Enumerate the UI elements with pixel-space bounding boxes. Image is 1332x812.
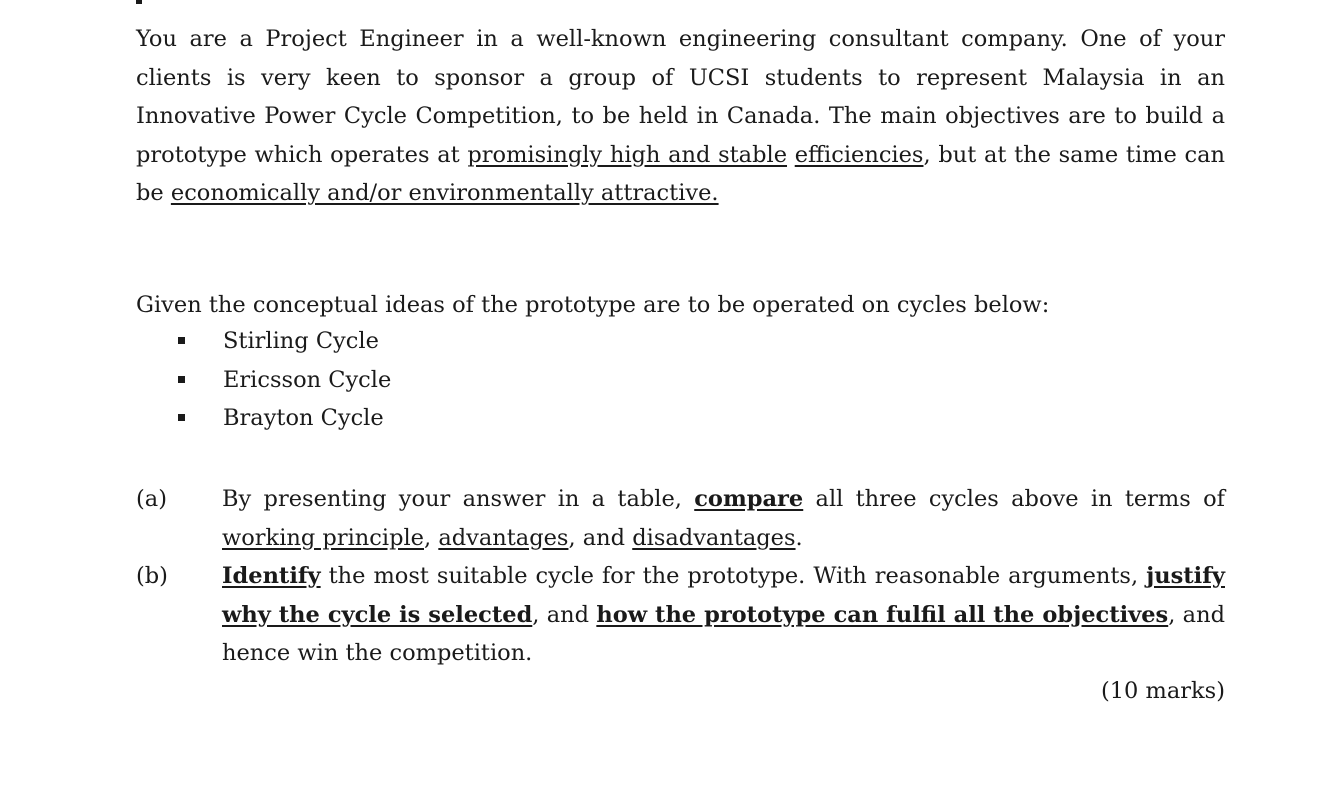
intro-text-1: You are a Project Engineer in a well-known engineering consultant company. One of your clients is very keen to sponsor a group of UCSI students to represent Malaysia in an Innovative Power Cycle Competition, to be held in Canada. The main objectives are to build a prototype which operates at xyxy=(136,26,1225,168)
cycle-label: Stirling Cycle xyxy=(223,328,379,354)
qa-text-2: all three cycles above in terms of xyxy=(803,486,1225,512)
scenario-paragraph xyxy=(136,20,1225,213)
qa-keyword-compare: compare xyxy=(694,486,804,512)
qa-text-3: , xyxy=(424,524,439,551)
qa-underline-working-principle: working principle xyxy=(222,524,424,551)
qa-text-4: , and xyxy=(568,524,633,551)
qb-keyword-justify: justify why the cycle is selected xyxy=(222,563,1225,628)
intro-underline-attractive: economically and/or environmentally attractive. xyxy=(170,180,719,207)
qb-text-1: the most suitable cycle for the prototype. With reasonable arguments, xyxy=(320,563,1147,589)
question-a-label: (a) xyxy=(136,486,167,512)
cycle-label: Ericsson Cycle xyxy=(223,366,392,393)
qa-text-1: By presenting your answer in a table, xyxy=(222,486,695,512)
cycle-list xyxy=(178,322,391,438)
qb-text-3: , and hence win the competition. xyxy=(222,601,1225,667)
list-item xyxy=(178,361,391,400)
qa-underline-advantages: advantages xyxy=(438,524,569,551)
marks-allocation: (10 marks) xyxy=(1100,678,1225,704)
given-statement: Given the conceptual ideas of the prototype are to be operated on cycles below: xyxy=(136,292,1050,318)
square-bullet-icon xyxy=(178,414,185,421)
page-edge-mark xyxy=(136,0,142,4)
qb-text-2: , and xyxy=(532,601,597,628)
qb-keyword-identify: Identify xyxy=(222,563,321,589)
qa-text-5: . xyxy=(795,524,803,551)
intro-text-2 xyxy=(787,142,795,168)
cycle-label: Brayton Cycle xyxy=(223,405,384,432)
question-b-text xyxy=(222,557,1225,673)
square-bullet-icon xyxy=(178,337,185,344)
question-b-label: (b) xyxy=(136,563,168,589)
list-item xyxy=(178,322,391,361)
qa-underline-disadvantages: disadvantages xyxy=(632,524,796,551)
qb-keyword-fulfil: how the prototype can fulfil all the objectives xyxy=(596,601,1169,628)
intro-underline-efficiencies: efficiencies xyxy=(794,141,924,168)
intro-underline-stability: promisingly high and stable xyxy=(467,141,788,168)
intro-text-3: , but at the same time can be xyxy=(136,141,1226,207)
list-item xyxy=(178,399,391,438)
square-bullet-icon xyxy=(178,376,185,383)
question-a-text xyxy=(222,480,1225,557)
